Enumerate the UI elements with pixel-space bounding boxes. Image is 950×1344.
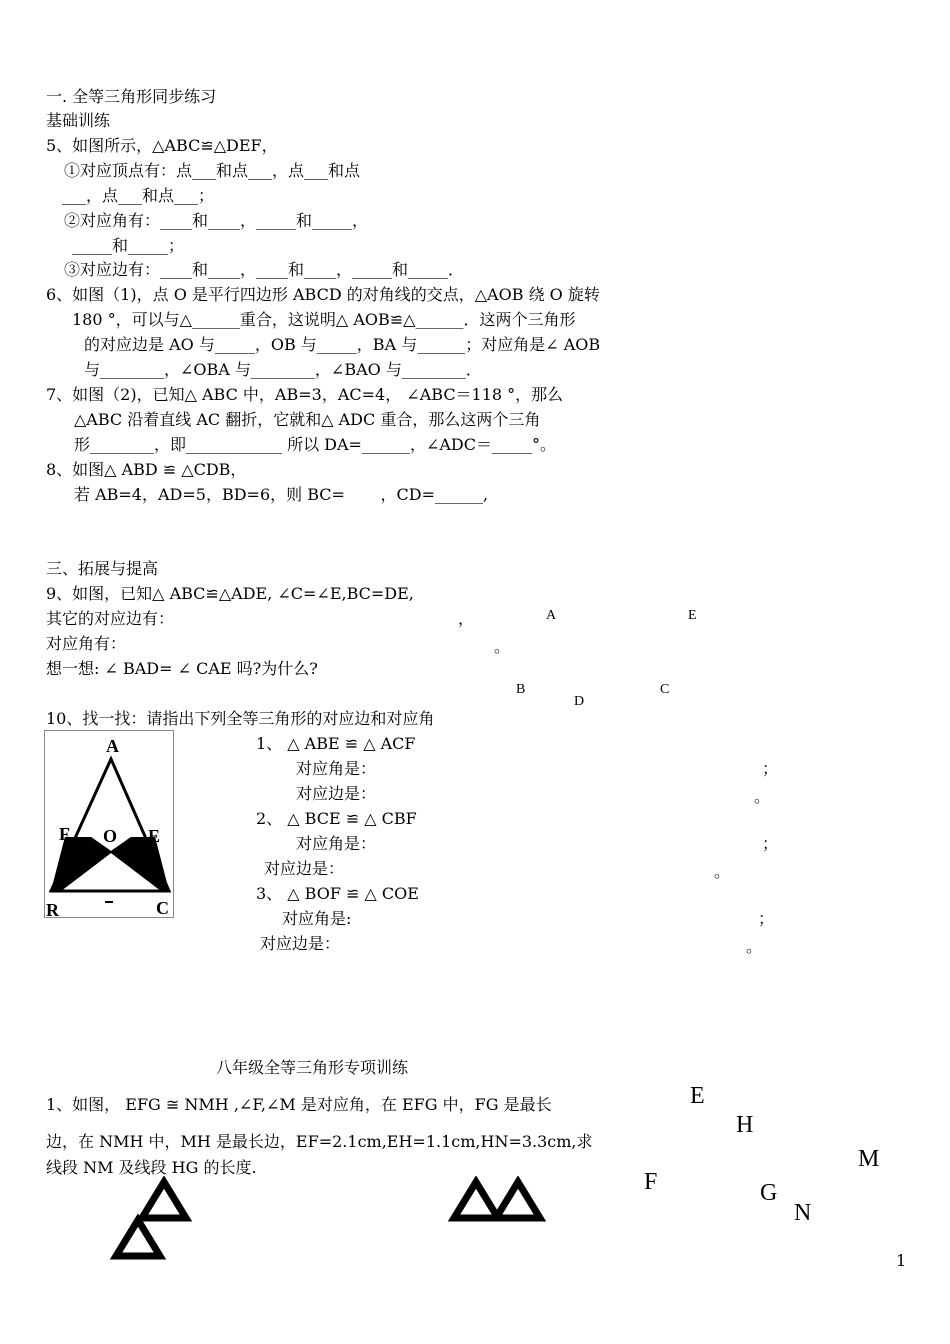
q8-stem: 8、如图△ ABD ≌ △CDB， [46,460,247,479]
q10-punct: ； [762,834,779,853]
q9-punct: 。 [494,637,511,656]
fig10-label-f: F [59,824,70,844]
subsection-title: 基础训练 [46,111,111,130]
q5-line: ①对应顶点有：点___和点___，点___和点 [64,161,361,180]
q6-line: 与________，∠OBA 与________，∠BAO 与________． [84,360,482,379]
q10-punct: ； [758,909,775,928]
q8-line: 若 AB=4，AD=5，BD=6，则 BC= ，CD=______, [74,485,489,504]
q5-line: ___，点___和点___； [62,186,215,205]
q10-line: 对应边是： [296,784,377,803]
q10-punct: 。 [754,787,771,806]
triangle-icon [110,1214,166,1262]
q7-line: 形________，即____________ 所以 DA=______，∠ADC＝_____°。 [74,435,556,454]
fig10-label-o: O [103,826,118,846]
fig-label-g: G [760,1180,778,1206]
p2-q1-line: 边，在 NMH 中，MH 是最长边，EF=2.1cm,EH=1.1cm,HN=3.3cm,求 [46,1132,593,1151]
q9-line: 其它的对应边有： [46,609,175,628]
fig-label-f: F [644,1169,658,1195]
q10-punct: 。 [714,862,731,881]
q10-line: 对应边是： [264,859,345,878]
q10-line: 对应角是： [296,759,377,778]
part-title: 八年级全等三角形专项训练 [216,1058,409,1077]
p2-q1-line: 线段 NM 及线段 HG 的长度. [46,1158,257,1177]
fig-label-h: H [736,1112,754,1138]
q5-line: ②对应角有：____和____，_____和_____， [64,211,369,230]
q10-line: 对应角是: [282,909,352,928]
q10-punct: 。 [746,937,763,956]
q9-line: 对应角有： [46,634,127,653]
q6-line: 180 °，可以与△______重合，这说明△ AOB≌△______．这两个三角形 [72,310,576,329]
fig-label-n: N [794,1200,812,1226]
fig9-label-e: E [688,608,697,623]
triangle-icon [490,1176,546,1224]
q10-item: 3、 △ BOF ≌ △ COE [256,884,419,903]
fig9-label-c: C [660,682,670,697]
q6-stem: 6、如图（1)，点 O 是平行四边形 ABCD 的对角线的交点，△AOB 绕 O 旋转 [46,285,600,304]
fig9-label-a: A [546,608,557,623]
q10-punct: ； [762,759,779,778]
q10-line: 对应边是： [260,934,341,953]
q9-punct: ， [458,609,475,628]
q10-item: 2、 △ BCE ≌ △ CBF [256,809,417,828]
q10-line: 对应角是： [296,834,377,853]
q9-stem: 9、如图，已知△ ABC≌△ADE, ∠C=∠E,BC=DE, [46,584,414,603]
section-title: 一. 全等三角形同步练习 [46,87,217,106]
fig10-label-r: R [46,900,59,920]
fig9-label-d: D [574,694,585,709]
fig9-label-b: B [516,682,526,697]
q5-line: ③对应边有：____和____，____和____，_____和_____． [64,260,465,279]
page-number: 1 [896,1251,907,1270]
q5-stem: 5、如图所示，△ABC≌△DEF， [46,136,278,155]
fig10-label-a: A [106,736,119,756]
q10-item: 1、 △ ABE ≌ △ ACF [256,734,416,753]
q9-line: 想一想: ∠ BAD= ∠ CAE 吗?为什么? [46,659,318,678]
q5-line: _____和_____； [72,236,185,255]
fig10-label-c: C [156,898,169,918]
section-title: 三、拓展与提高 [46,559,159,578]
q7-line: △ABC 沿着直线 AC 翻折，它就和△ ADC 重合，那么这两个三角 [74,410,541,429]
q6-line: 的对应边是 AO 与_____，OB 与_____，BA 与______；对应角是∠ AOB [84,335,601,354]
q7-stem: 7、如图（2)，已知△ ABC 中，AB=3，AC=4， ∠ABC＝118 °，那么 [46,385,564,404]
fig-label-m: M [858,1146,880,1172]
p2-q1-line: 1、如图， EFG ≅ NMH ,∠F,∠M 是对应角，在 EFG 中，FG 是最长 [46,1095,552,1114]
fig-label-e: E [690,1083,705,1109]
q10-figure [44,730,174,918]
fig10-label-e: E [148,826,161,846]
q10-stem: 10、找一找：请指出下列全等三角形的对应边和对应角 [46,709,435,728]
